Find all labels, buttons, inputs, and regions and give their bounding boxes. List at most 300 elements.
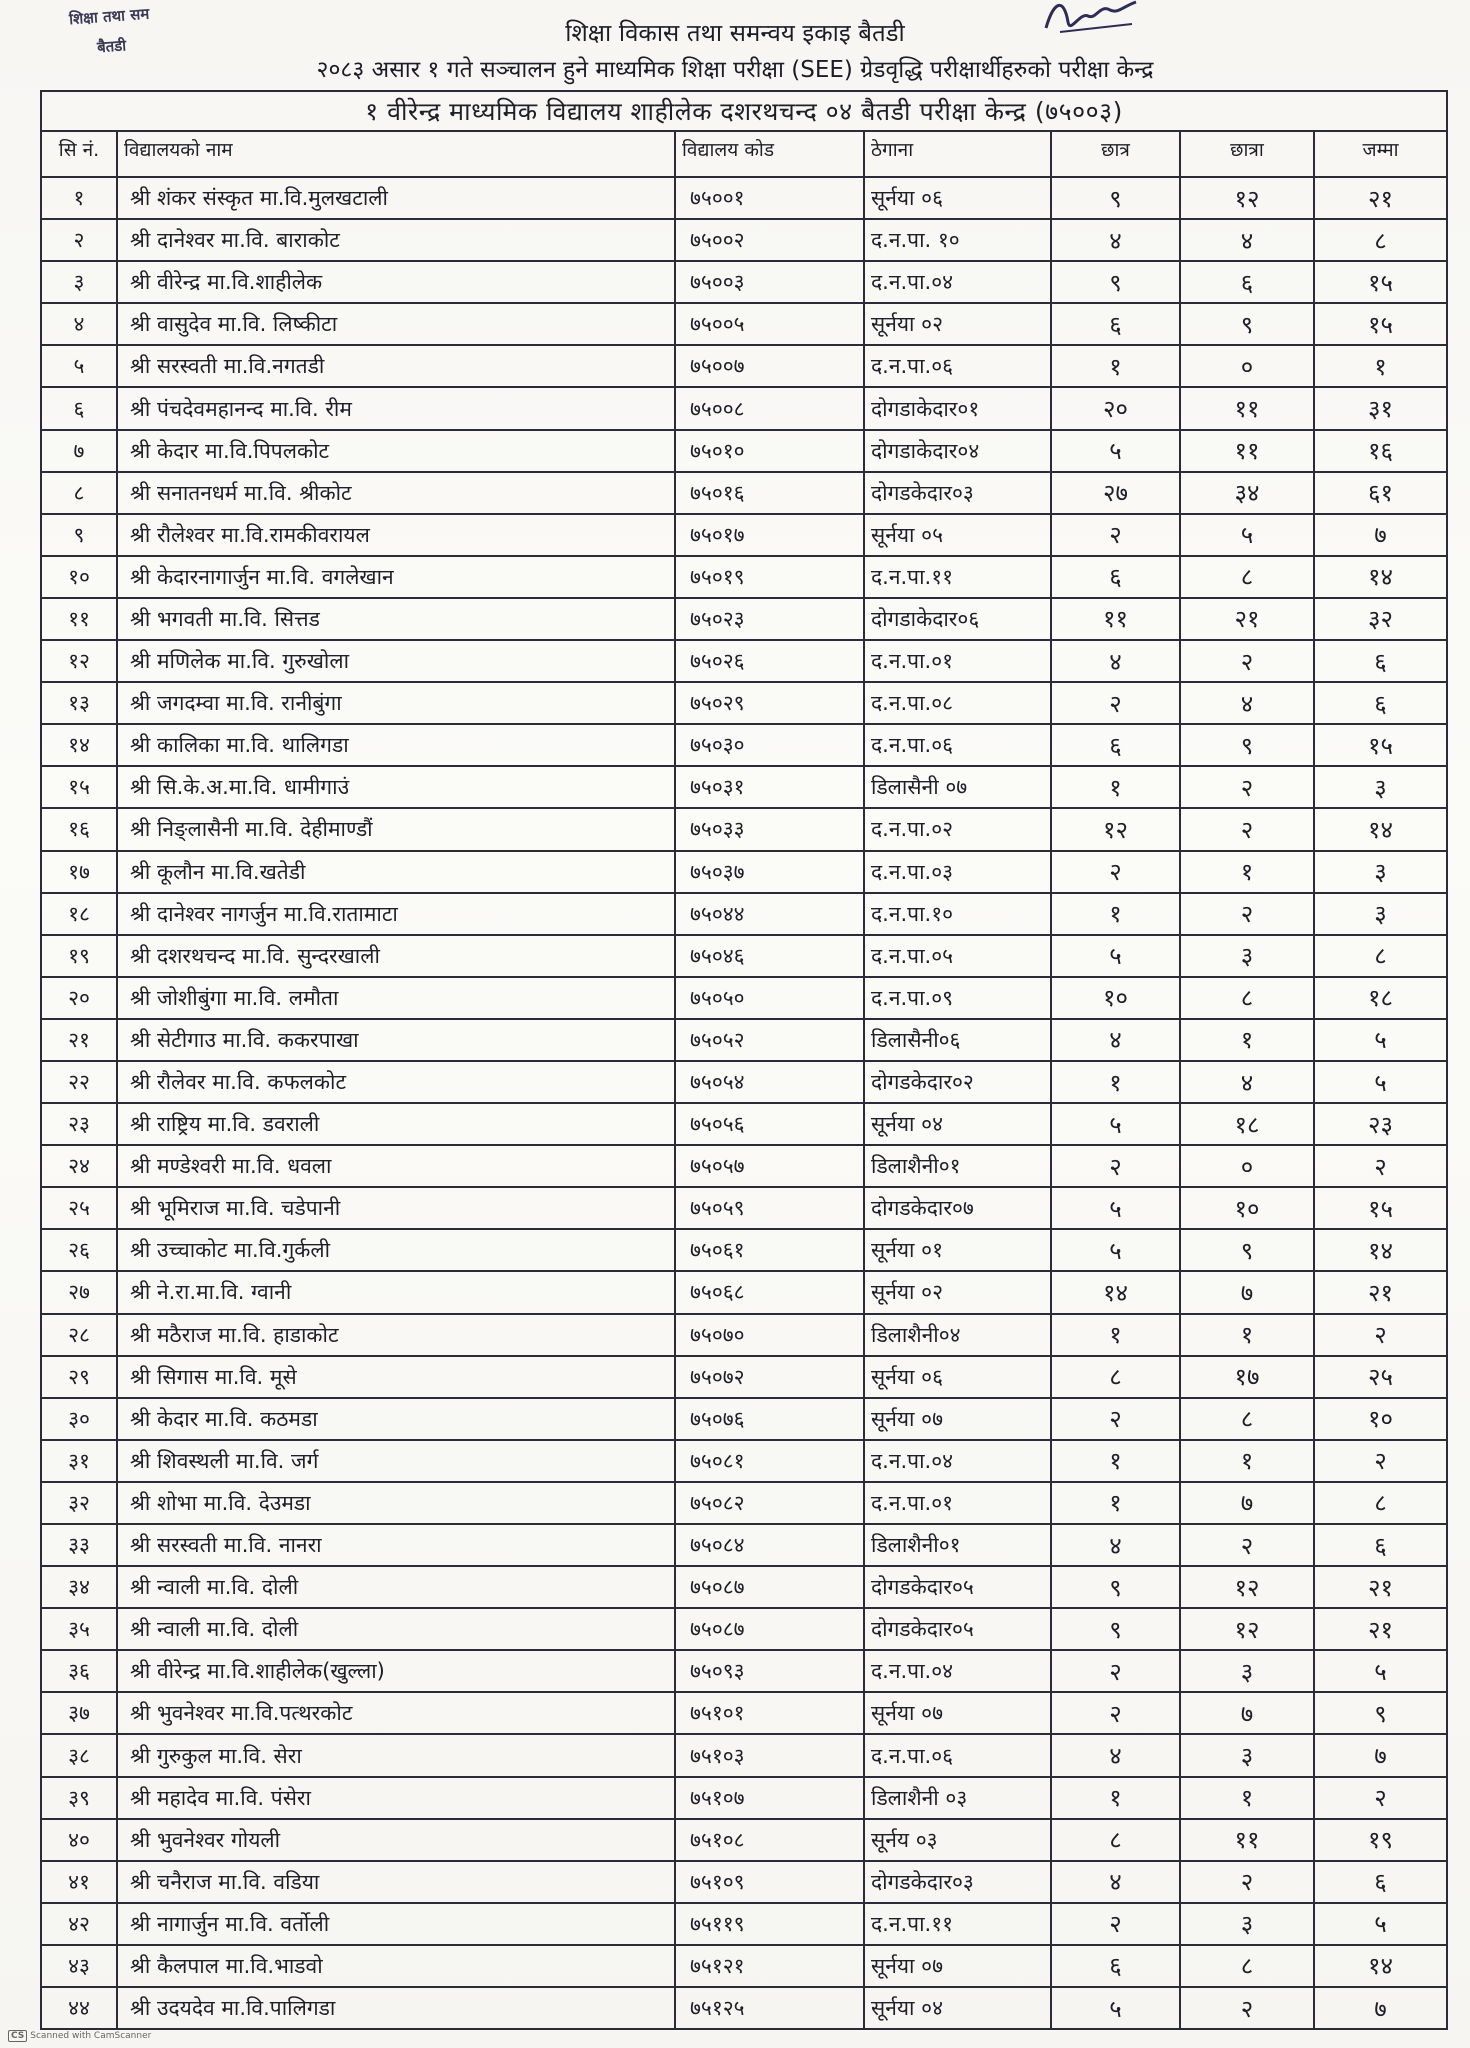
row-serial: २४ [41,1145,117,1187]
row-serial: २१ [41,1019,117,1061]
row-school-name: श्री सरस्वती मा.वि.नगतडी [117,345,675,387]
row-girls-count: ४ [1180,219,1314,261]
row-serial: ३४ [41,1566,117,1608]
row-school-name: श्री ने.रा.मा.वि. ग्वानी [117,1271,675,1313]
row-girls-count: ० [1180,1145,1314,1187]
row-address: सूर्नया ०४ [864,1987,1051,2029]
row-boys-count: ५ [1051,935,1180,977]
row-address: सूर्नया ०२ [864,303,1051,345]
row-school-name: श्री दानेश्वर मा.वि. बाराकोट [117,219,675,261]
row-address: द.न.पा.०२ [864,808,1051,850]
row-serial: ४० [41,1819,117,1861]
row-total-count: ३१ [1314,387,1447,429]
row-serial: १० [41,556,117,598]
table-row [41,387,1447,429]
row-serial: ३३ [41,1524,117,1566]
row-address: दोगडकेदार०७ [864,1187,1051,1229]
row-boys-count: ६ [1051,724,1180,766]
row-school-name: श्री सनातनधर्म मा.वि. श्रीकोट [117,472,675,514]
row-school-name: श्री केदार मा.वि. कठमडा [117,1398,675,1440]
row-boys-count: ११ [1051,598,1180,640]
row-school-code: ७५०७२ [675,1356,864,1398]
row-boys-count: १ [1051,1314,1180,1356]
row-total-count: ३ [1314,851,1447,893]
row-total-count: ८ [1314,935,1447,977]
table-row [41,1987,1447,2029]
table-header-row [41,131,1447,177]
row-serial: ३० [41,1398,117,1440]
row-total-count: ६१ [1314,472,1447,514]
row-school-name: श्री केदार मा.वि.पिपलकोट [117,430,675,472]
row-school-name: श्री शिवस्थली मा.वि. जर्ग [117,1440,675,1482]
row-school-code: ७५१०९ [675,1861,864,1903]
table-row [41,1440,1447,1482]
row-boys-count: ६ [1051,1945,1180,1987]
row-girls-count: २ [1180,893,1314,935]
row-school-code: ७५०१६ [675,472,864,514]
col-header-school-name: विद्यालयको नाम [117,131,675,177]
row-school-name: श्री चनैराज मा.वि. वडिया [117,1861,675,1903]
row-boys-count: १४ [1051,1271,1180,1313]
row-girls-count: २ [1180,1987,1314,2029]
row-boys-count: २७ [1051,472,1180,514]
row-total-count: १४ [1314,556,1447,598]
row-address: द.न.पा.०८ [864,682,1051,724]
row-school-name: श्री उच्चाकोट मा.वि.गुर्कली [117,1229,675,1271]
table-row [41,430,1447,472]
table-row [41,1650,1447,1692]
row-total-count: २ [1314,1440,1447,1482]
row-school-name: श्री सि.के.अ.मा.वि. धामीगाउं [117,766,675,808]
row-total-count: ५ [1314,1650,1447,1692]
row-school-code: ७५०२९ [675,682,864,724]
row-boys-count: १ [1051,345,1180,387]
row-address: सूर्नया ०६ [864,1356,1051,1398]
row-total-count: ७ [1314,1734,1447,1776]
row-boys-count: १ [1051,1482,1180,1524]
row-girls-count: ११ [1180,387,1314,429]
table-row [41,261,1447,303]
row-school-code: ७५०६१ [675,1229,864,1271]
row-total-count: ५ [1314,1903,1447,1945]
row-boys-count: ९ [1051,177,1180,219]
row-school-name: श्री उदयदेव मा.वि.पालिगडा [117,1987,675,2029]
row-school-code: ७५०८७ [675,1566,864,1608]
row-school-code: ७५०८४ [675,1524,864,1566]
row-school-code: ७५०३७ [675,851,864,893]
row-school-code: ७५०५० [675,977,864,1019]
row-total-count: ३ [1314,766,1447,808]
row-address: सूर्नया ०१ [864,1229,1051,1271]
table-row [41,1482,1447,1524]
row-address: डिलाशैनी०१ [864,1524,1051,1566]
row-school-code: ७५०७० [675,1314,864,1356]
row-boys-count: ५ [1051,1187,1180,1229]
row-school-name: श्री रौलेवर मा.वि. कफलकोट [117,1061,675,1103]
row-address: सूर्नया ०७ [864,1692,1051,1734]
table-row [41,1398,1447,1440]
row-school-name: श्री पंचदेवमहानन्द मा.वि. रीम [117,387,675,429]
row-address: सूर्नया ०७ [864,1945,1051,1987]
table-row [41,1566,1447,1608]
row-girls-count: १८ [1180,1103,1314,1145]
row-girls-count: ११ [1180,1819,1314,1861]
table-row [41,1734,1447,1776]
row-boys-count: ९ [1051,1566,1180,1608]
row-serial: ७ [41,430,117,472]
row-total-count: ६ [1314,1524,1447,1566]
row-total-count: १५ [1314,724,1447,766]
row-serial: ३९ [41,1777,117,1819]
row-total-count: २१ [1314,1608,1447,1650]
row-address: द.न.पा.११ [864,556,1051,598]
table-row [41,1145,1447,1187]
col-header-address: ठेगाना [864,131,1051,177]
row-total-count: १४ [1314,1945,1447,1987]
row-total-count: ७ [1314,1987,1447,2029]
row-boys-count: २ [1051,682,1180,724]
row-boys-count: १ [1051,766,1180,808]
row-total-count: ८ [1314,219,1447,261]
row-boys-count: २ [1051,851,1180,893]
row-girls-count: १ [1180,1440,1314,1482]
row-girls-count: ७ [1180,1271,1314,1313]
row-total-count: ३२ [1314,598,1447,640]
row-serial: २० [41,977,117,1019]
row-school-code: ७५०५२ [675,1019,864,1061]
row-school-name: श्री नागार्जुन मा.वि. वर्तोली [117,1903,675,1945]
row-girls-count: १० [1180,1187,1314,1229]
row-school-code: ७५०८१ [675,1440,864,1482]
row-girls-count: ८ [1180,556,1314,598]
row-serial: ४ [41,303,117,345]
row-serial: ९ [41,514,117,556]
row-total-count: ५ [1314,1061,1447,1103]
row-school-code: ७५००१ [675,177,864,219]
row-school-name: श्री भूमिराज मा.वि. चडेपानी [117,1187,675,1229]
row-school-code: ७५०८७ [675,1608,864,1650]
row-school-name: श्री भगवती मा.वि. सित्तड [117,598,675,640]
table-row [41,1945,1447,1987]
table-row [41,724,1447,766]
row-boys-count: १० [1051,977,1180,1019]
row-total-count: १५ [1314,1187,1447,1229]
row-boys-count: २ [1051,514,1180,556]
row-school-code: ७५१०१ [675,1692,864,1734]
row-school-code: ७५१२१ [675,1945,864,1987]
row-address: द.न.पा.०४ [864,1440,1051,1482]
scanner-text: Scanned with CamScanner [30,2031,152,2041]
row-boys-count: २ [1051,1692,1180,1734]
row-school-name: श्री भुवनेश्वर मा.वि.पत्थरकोट [117,1692,675,1734]
row-serial: १५ [41,766,117,808]
row-address: द.न.पा.०१ [864,1482,1051,1524]
row-serial: ३६ [41,1650,117,1692]
row-boys-count: २ [1051,1650,1180,1692]
table-row [41,640,1447,682]
row-address: द.न.पा.०३ [864,851,1051,893]
row-address: सूर्नया ०२ [864,1271,1051,1313]
row-total-count: ७ [1314,514,1447,556]
row-address: सूर्नया ०७ [864,1398,1051,1440]
table-row [41,1356,1447,1398]
row-address: दोगडकेदार०५ [864,1566,1051,1608]
row-address: दोगडकेदार०३ [864,472,1051,514]
row-serial: ३५ [41,1608,117,1650]
row-total-count: १६ [1314,430,1447,472]
row-boys-count: ४ [1051,1734,1180,1776]
table-row [41,1314,1447,1356]
row-girls-count: ३ [1180,1650,1314,1692]
table-row [41,1524,1447,1566]
row-total-count: २ [1314,1314,1447,1356]
table-row [41,1229,1447,1271]
row-total-count: १० [1314,1398,1447,1440]
table-row [41,851,1447,893]
row-school-code: ७५०२३ [675,598,864,640]
row-address: सूर्नया ०४ [864,1103,1051,1145]
row-school-name: श्री जगदम्वा मा.वि. रानीबुंगा [117,682,675,724]
row-address: द.न.पा.०४ [864,261,1051,303]
row-girls-count: ७ [1180,1692,1314,1734]
col-header-total: जम्मा [1314,131,1447,177]
row-serial: २२ [41,1061,117,1103]
row-school-code: ७५०८२ [675,1482,864,1524]
row-girls-count: २ [1180,1861,1314,1903]
row-school-name: श्री सिगास मा.वि. मूसे [117,1356,675,1398]
row-serial: ५ [41,345,117,387]
table-row [41,1692,1447,1734]
row-girls-count: ९ [1180,724,1314,766]
row-girls-count: ९ [1180,1229,1314,1271]
row-address: द.न.पा.१० [864,893,1051,935]
row-boys-count: ५ [1051,1103,1180,1145]
row-address: डिलासैनी०६ [864,1019,1051,1061]
row-boys-count: ६ [1051,303,1180,345]
row-school-code: ७५००२ [675,219,864,261]
row-boys-count: २० [1051,387,1180,429]
table-row [41,808,1447,850]
exam-center-title: १ वीरेन्द्र माध्यमिक विद्यालय शाहीलेक दशरथचन्द ०४ बैतडी परीक्षा केन्द्र (७५००३) [41,91,1447,131]
row-school-code: ७५०४४ [675,893,864,935]
row-address: द.न.पा.०९ [864,977,1051,1019]
table-row [41,682,1447,724]
row-boys-count: ५ [1051,1229,1180,1271]
row-address: डिलासैनी ०७ [864,766,1051,808]
row-school-code: ७५०१७ [675,514,864,556]
table-row [41,1819,1447,1861]
row-total-count: २ [1314,1145,1447,1187]
row-address: दोगडाकेदार०६ [864,598,1051,640]
row-school-name: श्री मठैराज मा.वि. हाडाकोट [117,1314,675,1356]
row-total-count: ६ [1314,682,1447,724]
row-school-name: श्री कालिका मा.वि. थालिगडा [117,724,675,766]
row-boys-count: २ [1051,1398,1180,1440]
row-address: द.न.पा.०६ [864,1734,1051,1776]
table-row [41,177,1447,219]
row-total-count: २३ [1314,1103,1447,1145]
row-girls-count: ३४ [1180,472,1314,514]
row-girls-count: ३ [1180,1734,1314,1776]
row-serial: ४१ [41,1861,117,1903]
row-school-code: ७५०५६ [675,1103,864,1145]
row-total-count: १४ [1314,1229,1447,1271]
row-school-name: श्री सरस्वती मा.वि. नानरा [117,1524,675,1566]
row-school-name: श्री केदारनागार्जुन मा.वि. वगलेखान [117,556,675,598]
row-girls-count: १ [1180,851,1314,893]
row-serial: ३२ [41,1482,117,1524]
row-girls-count: ८ [1180,977,1314,1019]
row-address: द.न.पा.०१ [864,640,1051,682]
row-boys-count: १ [1051,1440,1180,1482]
row-total-count: २१ [1314,1271,1447,1313]
row-boys-count: २ [1051,1145,1180,1187]
table-row [41,1103,1447,1145]
row-school-code: ७५०५७ [675,1145,864,1187]
row-serial: २७ [41,1271,117,1313]
table-row [41,472,1447,514]
row-school-code: ७५०१९ [675,556,864,598]
row-school-name: श्री गुरुकुल मा.वि. सेरा [117,1734,675,1776]
row-girls-count: ० [1180,345,1314,387]
table-row [41,1777,1447,1819]
row-serial: १२ [41,640,117,682]
table-row [41,1903,1447,1945]
row-serial: १९ [41,935,117,977]
row-address: दोगडाकेदार०१ [864,387,1051,429]
row-school-code: ७५०३३ [675,808,864,850]
row-boys-count: १२ [1051,808,1180,850]
row-address: दोगडाकेदार०४ [864,430,1051,472]
row-serial: १३ [41,682,117,724]
row-school-name: श्री राष्ट्रिय मा.वि. डवराली [117,1103,675,1145]
row-serial: ६ [41,387,117,429]
row-serial: ३ [41,261,117,303]
row-total-count: १८ [1314,977,1447,1019]
row-boys-count: २ [1051,1903,1180,1945]
row-school-name: श्री न्वाली मा.वि. दोली [117,1608,675,1650]
row-address: दोगडकेदार०२ [864,1061,1051,1103]
row-girls-count: १ [1180,1777,1314,1819]
row-total-count: १४ [1314,808,1447,850]
row-serial: ४४ [41,1987,117,2029]
row-school-code: ७५०७६ [675,1398,864,1440]
table-row [41,514,1447,556]
row-school-name: श्री दशरथचन्द मा.वि. सुन्दरखाली [117,935,675,977]
row-total-count: २१ [1314,177,1447,219]
row-school-code: ७५०६८ [675,1271,864,1313]
row-boys-count: १ [1051,893,1180,935]
row-address: द.न.पा.०६ [864,724,1051,766]
row-girls-count: १ [1180,1314,1314,1356]
row-school-code: ७५०२६ [675,640,864,682]
row-girls-count: ३ [1180,935,1314,977]
row-serial: ४२ [41,1903,117,1945]
row-girls-count: ४ [1180,682,1314,724]
row-address: सूर्नया ०६ [864,177,1051,219]
row-school-name: श्री भुवनेश्वर गोयली [117,1819,675,1861]
row-address: द.न.पा.११ [864,1903,1051,1945]
row-girls-count: २ [1180,766,1314,808]
header-exam-notice: २०८३ असार १ गते सञ्चालन हुने माध्यमिक शिक्षा परीक्षा (SEE) ग्रेडवृद्धि परीक्षार्थीहरुको परीक्षा केन्द्र [316,57,1154,83]
row-school-code: ७५००७ [675,345,864,387]
col-header-girls: छात्रा [1180,131,1314,177]
row-address: द.न.पा.०४ [864,1650,1051,1692]
row-school-code: ७५००८ [675,387,864,429]
row-boys-count: १ [1051,1777,1180,1819]
row-girls-count: १२ [1180,1608,1314,1650]
row-school-code: ७५०५४ [675,1061,864,1103]
row-serial: २३ [41,1103,117,1145]
table-row [41,219,1447,261]
row-girls-count: ६ [1180,261,1314,303]
row-serial: २९ [41,1356,117,1398]
row-total-count: १ [1314,345,1447,387]
row-school-code: ७५००३ [675,261,864,303]
row-girls-count: ११ [1180,430,1314,472]
row-serial: २६ [41,1229,117,1271]
row-girls-count: ९ [1180,303,1314,345]
row-girls-count: १ [1180,1019,1314,1061]
table-row [41,1019,1447,1061]
row-girls-count: २ [1180,640,1314,682]
row-boys-count: ४ [1051,640,1180,682]
row-boys-count: ८ [1051,1356,1180,1398]
table-row [41,1861,1447,1903]
table-row [41,1608,1447,1650]
row-school-name: श्री मण्डेश्वरी मा.वि. धवला [117,1145,675,1187]
row-girls-count: ८ [1180,1398,1314,1440]
row-school-name: श्री निङ्लासैनी मा.वि. देहीमाण्डौं [117,808,675,850]
row-school-name: श्री वीरेन्द्र मा.वि.शाहीलेक(खुल्ला) [117,1650,675,1692]
row-address: डिलाशैनी०१ [864,1145,1051,1187]
row-total-count: २ [1314,1777,1447,1819]
row-school-name: श्री मणिलेक मा.वि. गुरुखोला [117,640,675,682]
row-girls-count: १७ [1180,1356,1314,1398]
table-row [41,598,1447,640]
row-serial: १४ [41,724,117,766]
row-boys-count: १ [1051,1061,1180,1103]
row-school-code: ७५१२५ [675,1987,864,2029]
table-row [41,1187,1447,1229]
row-girls-count: ७ [1180,1482,1314,1524]
row-boys-count: ५ [1051,430,1180,472]
row-girls-count: १२ [1180,177,1314,219]
table-body [41,177,1447,2029]
exam-center-table [40,90,1448,2030]
row-school-name: श्री कूलौन मा.वि.खतेडी [117,851,675,893]
stamp-line-2: बैतडी [96,36,127,57]
row-serial: ३७ [41,1692,117,1734]
row-address: द.न.पा.०६ [864,345,1051,387]
row-address: द.न.पा.०५ [864,935,1051,977]
row-school-name: श्री रौलेश्वर मा.वि.रामकीवरायल [117,514,675,556]
row-boys-count: ९ [1051,1608,1180,1650]
row-boys-count: ४ [1051,219,1180,261]
row-boys-count: ९ [1051,261,1180,303]
row-school-name: श्री कैलपाल मा.वि.भाडवो [117,1945,675,1987]
row-school-name: श्री न्वाली मा.वि. दोली [117,1566,675,1608]
row-total-count: ६ [1314,640,1447,682]
row-boys-count: ४ [1051,1861,1180,1903]
row-school-code: ७५०३१ [675,766,864,808]
table-row [41,345,1447,387]
row-address: सूर्नया ०५ [864,514,1051,556]
row-girls-count: ५ [1180,514,1314,556]
row-serial: ३१ [41,1440,117,1482]
row-school-name: श्री शंकर संस्कृत मा.वि.मुलखटाली [117,177,675,219]
row-girls-count: ३ [1180,1903,1314,1945]
